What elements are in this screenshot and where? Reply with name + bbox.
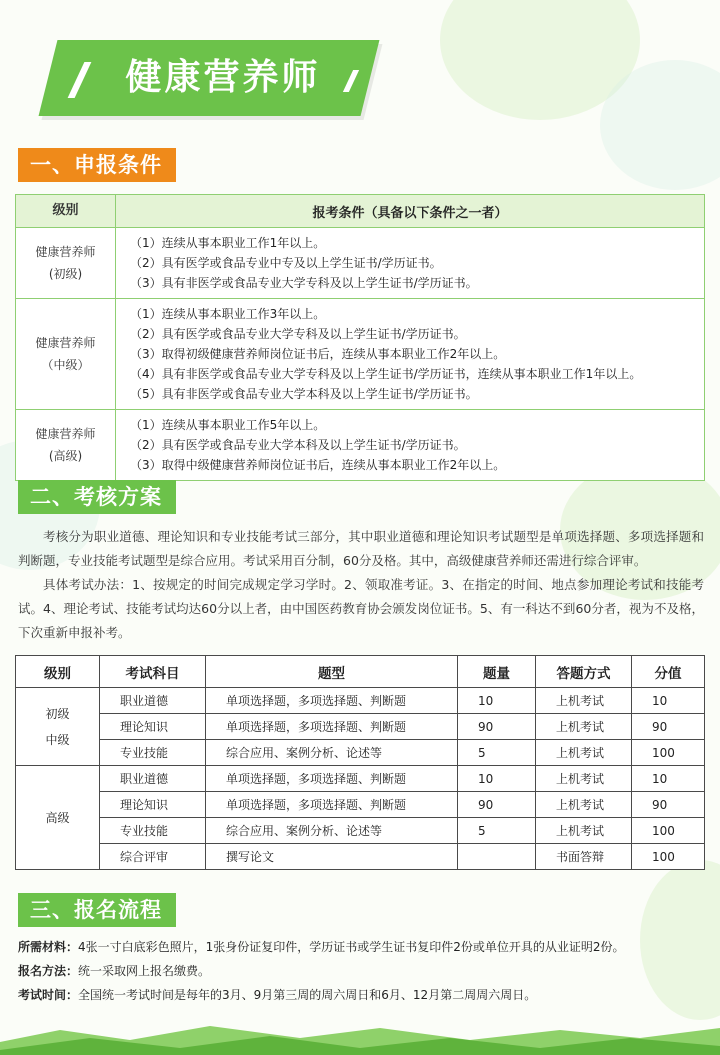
table-header-row: [16, 656, 705, 688]
section-heading-requirements: 一、申报条件: [18, 148, 176, 182]
subject-cell: 综合评审: [100, 844, 206, 870]
condition-item: （2）具有医学或食品专业大学本科及以上学生证书/学历证书。: [130, 438, 466, 452]
level-grade: （中级）: [41, 358, 90, 372]
time-line: [18, 985, 708, 1005]
subject-cell: 职业道德: [100, 688, 206, 714]
time-text: 全国统一考试时间是每年的3月、9月第三周的周六周日和6月、12月第二周周六周日。: [78, 988, 537, 1002]
type-cell: 单项选择题，多项选择题、判断题: [206, 688, 458, 714]
condition-item: （3）取得初级健康营养师岗位证书后，连续从事本职业工作2年以上。: [130, 347, 506, 361]
score-cell: 90: [632, 792, 705, 818]
type-cell: 撰写论文: [206, 844, 458, 870]
method-cell: 上机考试: [536, 688, 632, 714]
method-cell: 上机考试: [536, 740, 632, 766]
level-primary: 初级: [45, 706, 70, 721]
count-cell: 90: [458, 714, 536, 740]
table-row: [16, 228, 705, 299]
type-cell: 综合应用、案例分析、论述等: [206, 740, 458, 766]
type-cell: 单项选择题，多项选择题、判断题: [206, 714, 458, 740]
condition-item: （4）具有非医学或食品专业大学专科及以上学生证书/学历证书，连续从事本职业工作1年以上。: [130, 367, 642, 381]
level-cell-primary: [16, 688, 100, 766]
type-cell: 综合应用、案例分析、论述等: [206, 818, 458, 844]
assessment-paragraph-2: 具体考试办法：1、按规定的时间完成规定学习学时。2、领取准考证。3、在指定的时间、地点参加理论考试和技能考试。4、理论考试、技能考试均达60分以上者，由中国医药教育协会颁发岗位证书。5、有一科达不到60分者，视为不及格，下次重新申报补考。: [18, 577, 704, 640]
condition-item: （1）连续从事本职业工作3年以上。: [130, 307, 326, 321]
method-line: [18, 961, 708, 981]
assessment-paragraph-1: 考核分为职业道德、理论知识和专业技能考试三部分，其中职业道德和理论知识考试题型是单项选择题、多项选择题和判断题，专业技能考试题型是综合应用。考试采用百分制，60分及格。其中，高级健康营养师还需进行综合评审。: [18, 529, 704, 568]
level-grade: (高级): [48, 449, 83, 463]
table-row: [16, 740, 705, 766]
condition-item: （1）连续从事本职业工作1年以上。: [130, 236, 326, 250]
subject-cell: 专业技能: [100, 740, 206, 766]
score-cell: 10: [632, 688, 705, 714]
method-label: 报名方法：: [18, 964, 79, 978]
score-cell: 10: [632, 766, 705, 792]
table-row: [16, 818, 705, 844]
requirements-table: [15, 194, 705, 481]
header-count: 题量: [458, 656, 536, 688]
count-cell: 5: [458, 818, 536, 844]
level-cell: [16, 410, 116, 481]
condition-item: （3）具有非医学或食品专业大学专科及以上学生证书/学历证书。: [130, 276, 478, 290]
level-grade: (初级): [48, 267, 83, 281]
level-senior: 高级: [16, 766, 100, 870]
materials-line: [18, 937, 708, 957]
condition-item: （5）具有非医学或食品专业大学本科及以上学生证书/学历证书。: [130, 387, 478, 401]
footer-wave-decoration: [0, 1022, 720, 1055]
subject-cell: 理论知识: [100, 792, 206, 818]
score-cell: 100: [632, 740, 705, 766]
table-row: [16, 299, 705, 410]
level-name: 健康营养师: [35, 245, 96, 259]
table-header-row: [16, 195, 705, 228]
section-heading-assessment: 二、考核方案: [18, 480, 176, 514]
header-level: 级别: [16, 195, 116, 228]
level-intermediate: 中级: [45, 732, 70, 747]
conditions-cell: [116, 228, 705, 299]
score-cell: 100: [632, 844, 705, 870]
table-row: [16, 410, 705, 481]
level-name: 健康营养师: [35, 336, 96, 350]
method-cell: 上机考试: [536, 818, 632, 844]
score-cell: 90: [632, 714, 705, 740]
level-cell: [16, 228, 116, 299]
type-cell: 单项选择题，多项选择题、判断题: [206, 792, 458, 818]
subject-cell: 理论知识: [100, 714, 206, 740]
method-text: 统一采取网上报名缴费。: [78, 964, 211, 978]
method-cell: 上机考试: [536, 792, 632, 818]
method-cell: 上机考试: [536, 714, 632, 740]
exam-table: [15, 655, 705, 870]
condition-item: （2）具有医学或食品专业大学专科及以上学生证书/学历证书。: [130, 327, 466, 341]
conditions-cell: [116, 299, 705, 410]
level-name: 健康营养师: [35, 427, 96, 441]
condition-item: （2）具有医学或食品专业中专及以上学生证书/学历证书。: [130, 256, 442, 270]
count-cell: 90: [458, 792, 536, 818]
header-conditions: 报考条件（具备以下条件之一者）: [116, 195, 705, 228]
condition-item: （3）取得中级健康营养师岗位证书后，连续从事本职业工作2年以上。: [130, 458, 506, 472]
type-cell: 单项选择题，多项选择题、判断题: [206, 766, 458, 792]
subject-cell: 职业道德: [100, 766, 206, 792]
materials-text: 4张一寸白底彩色照片，1张身份证复印件，学历证书或学生证书复印件2份或单位开具的从业证明2份。: [78, 940, 625, 954]
time-label: 考试时间：: [18, 988, 79, 1002]
table-row: [16, 792, 705, 818]
materials-label: 所需材料：: [18, 940, 79, 954]
table-row: [16, 688, 705, 714]
table-row: [16, 844, 705, 870]
header-method: 答题方式: [536, 656, 632, 688]
page-title: 健康营养师: [125, 57, 321, 98]
count-cell: 10: [458, 766, 536, 792]
level-cell: [16, 299, 116, 410]
condition-item: （1）连续从事本职业工作5年以上。: [130, 418, 326, 432]
header-subject: 考试科目: [100, 656, 206, 688]
table-row: [16, 714, 705, 740]
header-score: 分值: [632, 656, 705, 688]
header-type: 题型: [206, 656, 458, 688]
count-cell: 10: [458, 688, 536, 714]
count-cell: 5: [458, 740, 536, 766]
count-cell: [458, 844, 536, 870]
method-cell: 上机考试: [536, 766, 632, 792]
header-level: 级别: [16, 656, 100, 688]
subject-cell: 专业技能: [100, 818, 206, 844]
method-cell: 书面答辩: [536, 844, 632, 870]
section-heading-registration: 三、报名流程: [18, 893, 176, 927]
table-row: [16, 766, 705, 792]
score-cell: 100: [632, 818, 705, 844]
conditions-cell: [116, 410, 705, 481]
